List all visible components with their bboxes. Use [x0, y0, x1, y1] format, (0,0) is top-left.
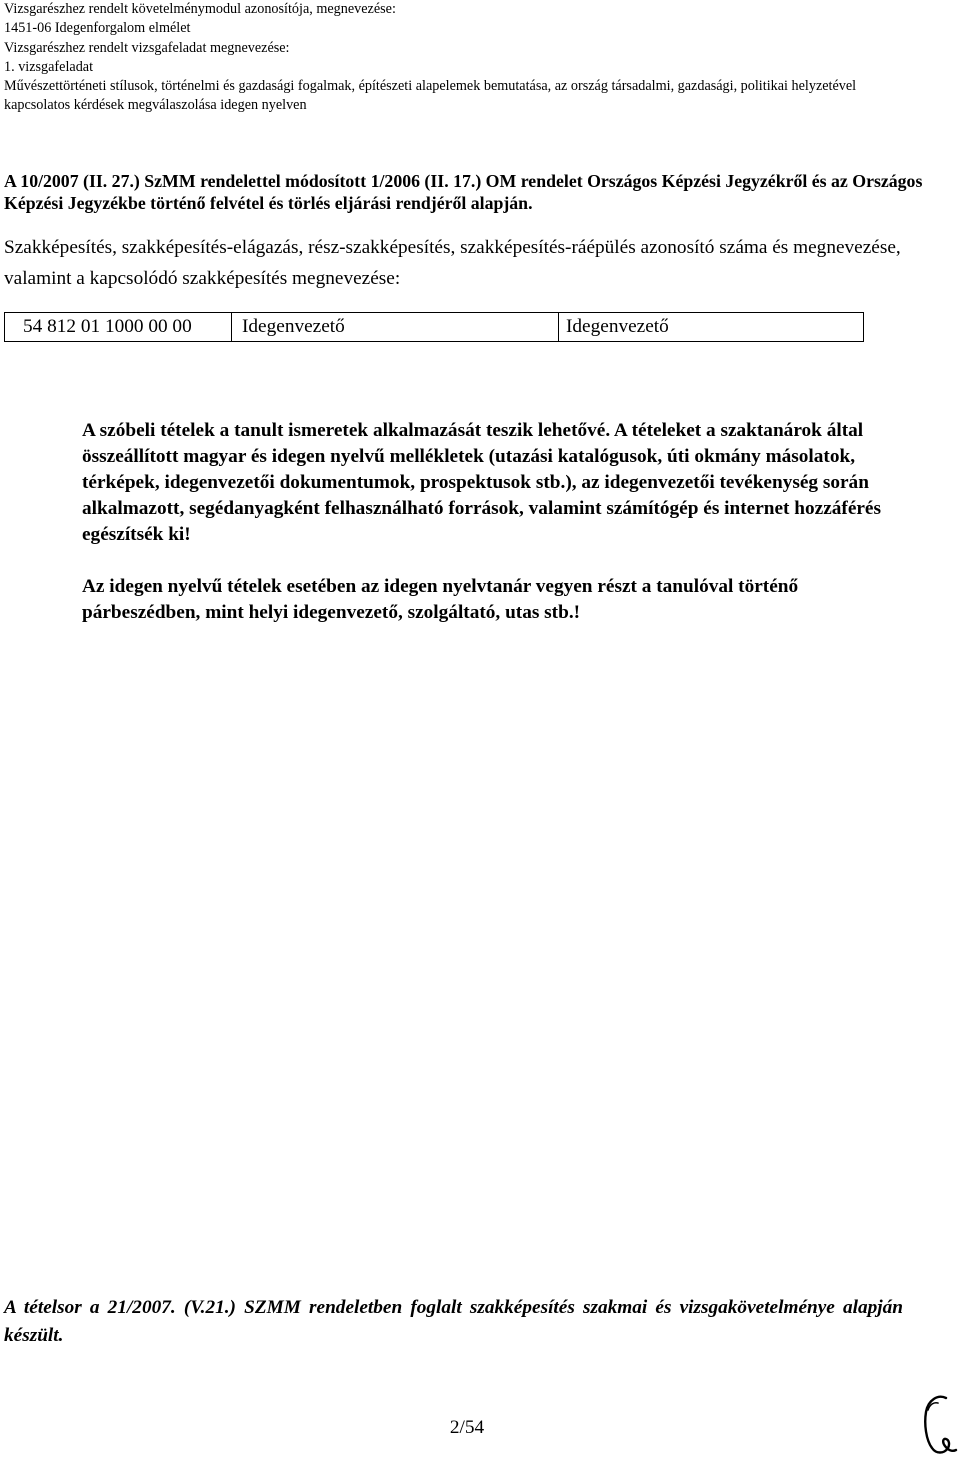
- signature-icon: [916, 1392, 958, 1460]
- header-line-task-label: Vizsgarészhez rendelt vizsgafeladat megnevezése:: [4, 39, 290, 56]
- instructions-paragraph-attachments: A szóbeli tételek a tanult ismeretek alkalmazását teszik lehetővé. A tételeket a szaktanárok által összeállított magyar és idegen nyelvű mellékletek (utazási katalógusok, úti okmány másolatok, térképek, idegenvezetői dokumentumok, prospektusok stb.), az idegenvezetői tevékenység során alkalmazott, segédanyagként felhasználható források, valamint számítógép és internet hozzáférés egészítsék ki!: [82, 420, 881, 545]
- related-qualification-name: Idegenvezető: [559, 313, 864, 342]
- footer-note: A tételsor a 21/2007. (V.21.) SZMM rendeletben foglalt szakképesítés szakmai és vizsgakövetelménye alapján készült.: [4, 1297, 903, 1346]
- header-line-task-description: Művészettörténeti stílusok, történelmi és gazdasági fogalmak, építészeti alapelemek bemutatása, az ország társadalmi, gazdasági, politikai helyzetével: [4, 78, 857, 95]
- header-line-task-description-cont: kapcsolatos kérdések megválaszolása idegen nyelven: [4, 97, 307, 114]
- page-number: 2/54: [449, 1417, 485, 1438]
- qualification-intro: Szakképesítés, szakképesítés-elágazás, rész-szakképesítés, szakképesítés-ráépülés azonosító száma és megnevezése, valamint a kapcsolódó szakképesítés megnevezése:: [4, 237, 901, 289]
- qualification-code: 54 812 01 1000 00 00: [5, 313, 232, 342]
- header-line-task-number: 1. vizsgafeladat: [4, 58, 94, 75]
- table-row: [5, 313, 864, 342]
- header-line-module-id: 1451-06 Idegenforgalom elmélet: [4, 20, 191, 37]
- qualification-name: Idegenvezető: [232, 313, 559, 342]
- decree-reference: A 10/2007 (II. 27.) SzMM rendelettel módosított 1/2006 (II. 17.) OM rendelet Országos Képzési Jegyzékről és az Országos Képzési Jegyzékbe történő felvétel és törlés eljárási rendjéről alapján.: [4, 171, 923, 213]
- header-line-module-label: Vizsgarészhez rendelt követelménymodul azonosítója, megnevezése:: [4, 1, 396, 17]
- module-header: [4, 0, 954, 116]
- qualification-table: [4, 312, 864, 342]
- instructions-paragraph-foreign-language: Az idegen nyelvű tételek esetében az idegen nyelvtanár vegyen részt a tanulóval történő párbeszédben, mint helyi idegenvezető, szolgáltató, utas stb.!: [82, 576, 799, 623]
- exam-instructions: [82, 418, 882, 626]
